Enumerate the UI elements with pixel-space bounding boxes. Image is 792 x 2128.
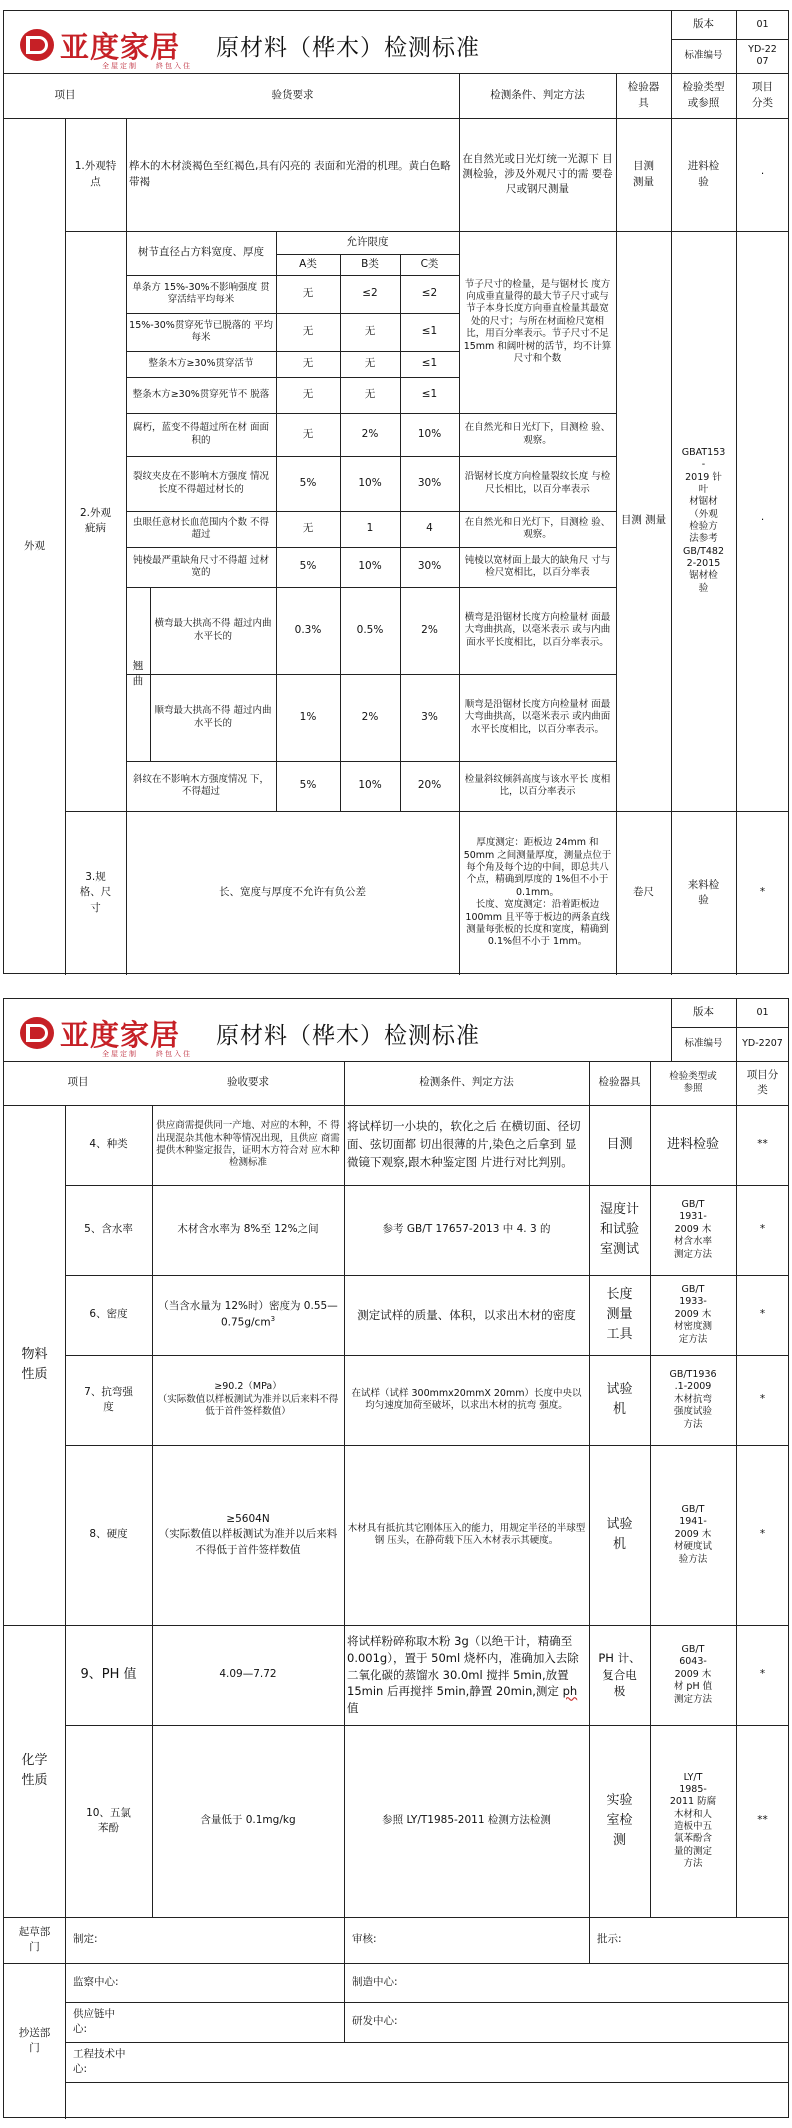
group-chemical: 化学 性质 <box>21 1752 48 1788</box>
defect-grade-b: 0.5% <box>356 623 384 636</box>
row9-condition-ph: ph <box>562 1684 578 1699</box>
row3-grade: * <box>759 886 766 899</box>
doc-no-label: 标准编号 <box>684 49 723 61</box>
row7-condition: 在试样（试样 300mmx20mmX 20mm）长度中央以均匀速度加荷至破坏，以求出木材的抗弯 强度。 <box>351 1387 582 1411</box>
cond-knot: 节子尺寸的检量，是与锯材长 度方向成垂直量得的最大节子尺寸或与节子本身长度方向垂直检量其最宽处的尺寸；与所在材面检尺宽相比，用百分率表示。节子尺寸不足 15mm 和阔叶树的活节，均不计算尺寸和个数 <box>463 278 612 364</box>
defect-label: 虫眼任意材长血范围内个数 不得超过 <box>132 516 270 540</box>
logo-mark-icon <box>26 36 48 54</box>
col-condition: 检测条件、判定方法 <box>419 1076 514 1089</box>
defect-grade-a: 1% <box>299 710 317 723</box>
row1-subitem: 1.外观特 点 <box>74 160 117 188</box>
row6-instrument: 长度 测量 工具 <box>606 1286 633 1343</box>
defect-label: 单条方 15%-30%不影响强度 贯穿活结平均每米 <box>132 281 270 305</box>
defect-label: 整条木方≥30%贯穿活节 <box>148 357 254 369</box>
row9-instrument: PH 计、 复合电 极 <box>598 1650 641 1699</box>
row4-instrument: 目测 <box>606 1136 633 1152</box>
row1-grade: · <box>760 167 765 180</box>
row1-instrument: 目测 测量 <box>633 160 654 188</box>
cond-bow: 顺弯是沿锯材长度方向检量材 面最大弯曲拱高，以毫米表示 或内曲面水平长度相比，以百分率表示。 <box>464 698 611 735</box>
doc-no-value: YD-2207 <box>742 1037 783 1049</box>
defect-grade-a: 无 <box>302 325 314 338</box>
author-field[interactable]: 制定: <box>73 1933 98 1946</box>
row9-grade: * <box>759 1668 766 1681</box>
defect-grade-c: ≤1 <box>421 388 438 401</box>
row9-condition <box>344 1625 589 1725</box>
brand-name: 亚度 <box>60 30 121 64</box>
defect-grade-b: 10% <box>358 779 382 792</box>
row5-subitem: 5、含水率 <box>84 1223 133 1236</box>
col-item: 项目 <box>67 1076 89 1089</box>
grade-c-head: C类 <box>420 257 439 270</box>
row2-instrument: 目测 测量 <box>620 514 667 527</box>
defect-grade-a: 5% <box>299 476 317 489</box>
cc-supervision[interactable]: 监察中心: <box>73 1975 119 1988</box>
col-grade: 项目 分类 <box>752 81 773 109</box>
approver-field[interactable]: 批示: <box>597 1933 622 1946</box>
defect-label: 横弯最大拱高不得 超过内曲水平长的 <box>154 618 272 642</box>
defect-grade-b: 无 <box>364 325 376 338</box>
draft-dept-label: 起草部 门 <box>18 1925 51 1953</box>
row4-condition: 将试样切一小块的，软化之后 在横切面、径切面、弦切面都 切出很薄的片,染色之后拿到 显微镜下观察,跟木种鉴定图 片进行对比判别。 <box>347 1119 581 1169</box>
col-instrument: 检验器 具 <box>627 81 660 109</box>
defect-label: 斜纹在不影响木方强度情况 下，不得超过 <box>132 773 270 797</box>
row10-condition: 参照 LY/T1985-2011 检测方法检测 <box>382 1814 551 1827</box>
row5-requirement: 木材含水率为 8%至 12%之间 <box>177 1223 319 1236</box>
cc-supply-chain[interactable]: 供应链中 心: <box>73 2007 115 2035</box>
row4-type: 进料检验 <box>666 1136 719 1152</box>
defect-grade-a: 无 <box>302 522 314 535</box>
grade-b-head: B类 <box>361 257 379 270</box>
row8-grade: * <box>759 1528 766 1541</box>
defect-grade-c: ≤2 <box>421 287 438 300</box>
row4-grade: ** <box>757 1138 768 1151</box>
defect-label: 腐朽，蓝变不得超过所在材 面面积的 <box>132 422 270 446</box>
version-value: 01 <box>756 1006 769 1018</box>
row10-type: LY/T 1985- 2011 防腐 木材和人 造板中五 氯苯酚含 量的测定 方法 <box>669 1771 717 1870</box>
company-logo <box>20 29 54 61</box>
col-condition: 检测条件、判定方法 <box>490 88 585 101</box>
defect-grade-b: 10% <box>358 560 382 573</box>
page-2 <box>3 998 789 2118</box>
row6-requirement <box>152 1275 344 1355</box>
defect-grade-c: 4 <box>426 522 433 535</box>
defect-grade-c: 20% <box>417 779 442 792</box>
row4-subitem: 4、种类 <box>89 1138 128 1151</box>
grade-a-head: A类 <box>299 257 317 270</box>
doc-no-label: 标准编号 <box>684 1037 723 1049</box>
defect-label: 整条木方≥30%贯穿死节不 脱落 <box>132 388 270 400</box>
row8-subitem: 8、硬度 <box>89 1528 128 1541</box>
col-type: 检验类型 或参照 <box>682 81 725 109</box>
col-grade: 项目分 类 <box>746 1068 779 1096</box>
col-requirement: 验收要求 <box>227 1076 269 1089</box>
brand-suffix: 家居 <box>120 30 181 64</box>
defect-grade-c: 30% <box>417 476 442 489</box>
row3-subitem: 3.规 格、尺 寸 <box>79 871 112 914</box>
row10-instrument: 实验 室检 测 <box>606 1792 633 1849</box>
defect-grade-a: 5% <box>299 560 317 573</box>
defect-label: 裂纹夹皮在不影响木方强度 情况长度不得超过材长的 <box>132 471 270 495</box>
row8-instrument: 试验 机 <box>606 1516 633 1552</box>
defect-grade-b: ≤2 <box>362 287 378 300</box>
row1-type: 进料检 验 <box>687 160 720 188</box>
row9-condition-end: 值 <box>347 1701 359 1715</box>
col-instrument: 检验器具 <box>598 1076 641 1089</box>
version-value: 01 <box>756 18 769 30</box>
document-title: 原材料（桦木）检测标准 <box>216 1023 480 1049</box>
group-material: 物料 性质 <box>21 1346 48 1382</box>
row2-grade: · <box>760 514 765 527</box>
defect-grade-c: 3% <box>421 710 438 723</box>
defect-label: 钝棱最严重缺角尺寸不得超 过材宽的 <box>132 554 270 578</box>
row5-instrument: 湿度计 和试验 室测试 <box>599 1201 639 1258</box>
row4-requirement: 供应商需提供同一产地、对应的木种，不 得出现混杂其他木种等情况出现，且供应 商需提供木种鉴定报告，证明木方符合对 应木种检测标准 <box>156 1120 340 1169</box>
row9-type: GB/T 6043- 2009 木 材 pH 值 测定方法 <box>673 1644 713 1705</box>
defect-grade-b: 2% <box>361 427 379 440</box>
defect-col-head: 树节直径占方料宽度、厚度 <box>138 246 264 259</box>
row6-requirement-sup: 3 <box>270 1315 276 1324</box>
page-1 <box>3 10 789 974</box>
row5-condition: 参考 GB/T 17657-2013 中 4. 3 的 <box>382 1223 551 1236</box>
row3-condition: 厚度测定：距板边 24mm 和50mm 之间测量厚度，测量点位于每个角及每个边的中间，即总共八个点，精确到厚度的 1%但不小于 0.1mm。 长度、宽度测定：沿着距板边 100mm 且平等于板边的两条直线测量每张板的长度和宽度，精确到 0.1%但不小于 1mm。 <box>463 837 612 948</box>
brand-name: 亚度 <box>60 1018 121 1052</box>
allow-head: 允许限度 <box>346 235 389 248</box>
defect-grade-a: 无 <box>302 357 314 370</box>
row6-condition: 测定试样的质量、体积，以求出木材的密度 <box>357 1307 576 1322</box>
cc-engineering[interactable]: 工程技术中 心: <box>73 2047 126 2075</box>
document-title: 原材料（桦木）检测标准 <box>216 35 480 61</box>
defect-grade-a: 0.3% <box>294 623 322 636</box>
row6-grade: * <box>759 1308 766 1321</box>
bend-label: 翘 曲 <box>132 659 144 687</box>
row7-type: GB/T1936 .1-2009 木材抗弯 强度试验 方法 <box>669 1369 717 1430</box>
row6-requirement-text: （当含水量为 12%时）密度为 0.55—0.75g/cm <box>158 1300 338 1329</box>
defect-grade-b: 1 <box>366 522 374 535</box>
defect-label: 顺弯最大拱高不得 超过内曲水平长的 <box>154 705 272 729</box>
row9-condition-text: 将试样粉碎称取木粉 3g（以绝干计，精确至 0.001g），置于 50ml 烧杯内，准确加入去除二氧化碳的蒸馏水 30.0ml 搅拌 5min,放置 15min 后再搅拌 5min,静置 20min,测定 <box>347 1634 579 1699</box>
row2-type: GBAT153 - 2019 针 叶 材锯材 （外观 检验方 法参考 GB/T482 2-2015 锯材检 验 <box>681 446 726 594</box>
defect-grade-a: 无 <box>302 427 314 440</box>
cond-wane: 钝棱以宽材面上最大的缺角尺 寸与检尺宽相比，以百分率表 <box>464 554 611 578</box>
col-type: 检验类型或 参照 <box>669 1070 717 1094</box>
defect-grade-b: 无 <box>364 357 376 370</box>
row8-type: GB/T 1941- 2009 木 材硬度试 验方法 <box>673 1504 712 1565</box>
col-item: 项目 <box>54 88 76 101</box>
row3-type: 来料检 验 <box>687 878 720 906</box>
row1-requirement: 桦木的木材淡褐色至红褐色,具有闪亮的 表面和光滑的机理。黄白色略带褐 <box>129 160 451 188</box>
row7-grade: * <box>759 1393 766 1406</box>
row3-instrument: 卷尺 <box>633 886 654 899</box>
cond-crack: 沿锯材长度方向检量裂纹长度 与检尺长相比，以百分率表示 <box>464 471 611 495</box>
row6-type: GB/T 1933- 2009 木 材密度测 定方法 <box>673 1284 712 1345</box>
cc-rnd[interactable]: 研发中心: <box>352 2015 398 2028</box>
row1-condition: 在自然光或日光灯统一光源下 目测检验，涉及外观尺寸的需 要卷尺或钢尺测量 <box>462 152 613 196</box>
row10-subitem: 10、五氯 苯酚 <box>86 1806 131 1834</box>
defect-grade-b: 10% <box>358 476 382 489</box>
logo-mark-icon <box>26 1024 48 1042</box>
brand-suffix: 家居 <box>120 1018 181 1052</box>
row5-type: GB/T 1931- 2009 木 材含水率 测定方法 <box>673 1199 712 1260</box>
cond-slope: 检量斜纹倾斜高度与该水平长 度相比，以百分率表示 <box>464 773 611 797</box>
doc-no-value: YD-22 07 <box>748 43 777 67</box>
brand-tagline: 全屋定制 終包入住 <box>102 62 192 70</box>
defect-grade-c: 2% <box>421 623 438 636</box>
col-requirement: 验货要求 <box>271 88 314 101</box>
defect-grade-a: 无 <box>302 287 314 300</box>
cc-manufacturing[interactable]: 制造中心: <box>352 1975 398 1988</box>
row7-subitem: 7、抗弯强 度 <box>84 1385 133 1413</box>
defect-grade-c: ≤1 <box>421 325 438 338</box>
row10-requirement: 含量低于 0.1mg/kg <box>200 1814 296 1827</box>
row2-subitem: 2.外观 疵病 <box>79 506 112 534</box>
defect-grade-a: 无 <box>302 388 314 401</box>
defect-grade-c: 10% <box>417 427 442 440</box>
defect-grade-c: 30% <box>417 560 442 573</box>
cond-crook: 横弯是沿锯材长度方向检量材 面最大弯曲拱高，以毫米表示 或与内曲面水平长度相比，以百分率表示。 <box>464 611 611 648</box>
row6-subitem: 6、密度 <box>89 1308 128 1321</box>
cond-rot: 在自然光和日光灯下，目测检 验、观察。 <box>464 422 611 446</box>
company-logo <box>20 1017 54 1049</box>
defect-grade-b: 无 <box>364 388 376 401</box>
defect-label: 15%-30%贯穿死节已脱落的 平均每米 <box>129 319 273 343</box>
cc-dept-label: 抄送部 门 <box>18 2026 51 2054</box>
defect-grade-b: 2% <box>361 710 379 723</box>
reviewer-field[interactable]: 审核: <box>352 1933 377 1946</box>
version-label: 版本 <box>693 1006 714 1019</box>
row8-requirement: ≥5604N （实际数值以样板测试为准并以后来料不得低于首件签样数值 <box>158 1513 338 1556</box>
row9-requirement: 4.09—7.72 <box>219 1668 277 1681</box>
row8-condition: 木材具有抵抗其它刚体压入的能力，用规定半径的半球型钢 压头，在静荷载下压入木材表示其硬度。 <box>347 1522 586 1546</box>
defect-grade-a: 5% <box>299 779 317 792</box>
row7-instrument: 试验 机 <box>606 1381 633 1417</box>
row9-subitem: 9、PH 值 <box>80 1666 137 1682</box>
row7-requirement: ≥90.2（MPa） （实际数值以样板测试为准并以后来料不得低于首件签样数值） <box>157 1381 339 1418</box>
row10-grade: ** <box>757 1814 768 1827</box>
group-appearance: 外观 <box>24 539 45 552</box>
row5-grade: * <box>759 1223 766 1236</box>
row3-requirement: 长、宽度与厚度不允许有负公差 <box>219 886 366 899</box>
brand-tagline: 全屋定制 終包入住 <box>102 1050 192 1058</box>
version-label: 版本 <box>693 18 714 31</box>
cond-wormhole: 在自然光和日光灯下，目测检 验、观察。 <box>464 516 611 540</box>
defect-grade-c: ≤1 <box>421 357 438 370</box>
